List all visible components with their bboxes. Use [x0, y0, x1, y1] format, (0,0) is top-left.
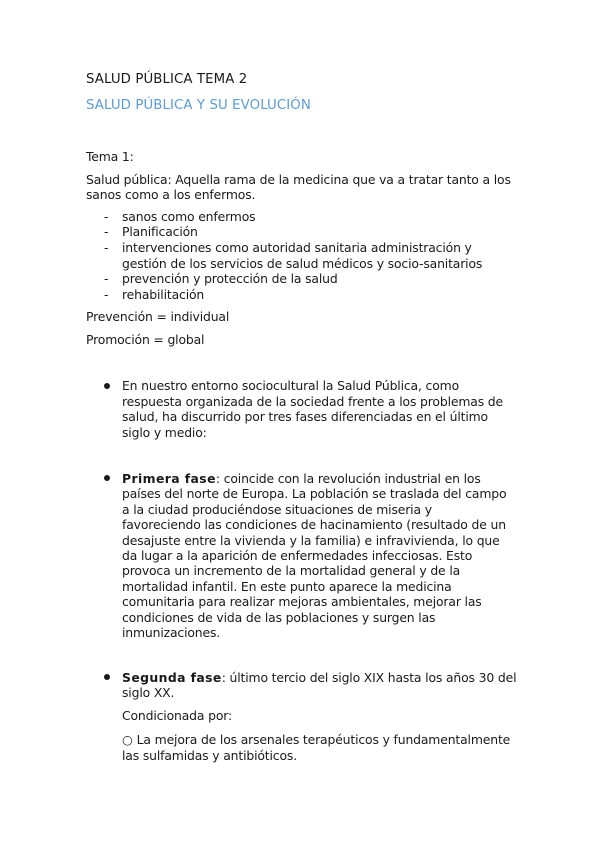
- definition-line: Salud pública: Aquella rama de la medicina que va a tratar tanto a los: [86, 172, 511, 187]
- definition-line: sanos como a los enfermos.: [86, 187, 256, 202]
- dash-marker: -: [104, 271, 109, 286]
- bullet2-line: inmunizaciones.: [122, 625, 221, 640]
- bullet2-first-rest: : coincide con la revolución industrial en los: [215, 471, 481, 486]
- tema-label: Tema 1:: [86, 149, 134, 164]
- bullet2-first-line: [122, 471, 481, 487]
- bullet2-label: Primera fase: [122, 471, 216, 486]
- condicionada-line: Condicionada por:: [122, 708, 233, 723]
- dash-list-item: prevención y protección de la salud: [122, 271, 338, 286]
- dash-marker: -: [104, 240, 109, 255]
- bullet2-line: desajuste entre la vivienda y la familia) e infravivienda, lo que: [122, 533, 500, 548]
- document-title: SALUD PÚBLICA TEMA 2: [86, 72, 248, 87]
- bullet2-line: mortalidad infantil. En este punto aparece la medicina: [122, 579, 452, 594]
- bullet2-line: comunitaria para realizar mejoras ambientales, mejorar las: [122, 594, 482, 609]
- circle-bullet-icon: ○: [122, 732, 133, 747]
- dash-list-item: rehabilitación: [122, 287, 205, 302]
- promocion-line: Promoción = global: [86, 332, 205, 347]
- bullet1-line: respuesta organizada de la sociedad frente a los problemas de: [122, 394, 503, 409]
- bullet1-line: salud, ha discurrido por tres fases diferenciadas en el último: [122, 409, 488, 424]
- bullet2-line: favoreciendo las condiciones de hacinamiento (resultado de un: [122, 517, 506, 532]
- prevencion-line: Prevención = individual: [86, 309, 230, 324]
- dash-marker: -: [104, 287, 109, 302]
- bullet2-line: provoca un incremento de la mortalidad general y de la: [122, 563, 461, 578]
- bullet2-line: da lugar a la aparición de enfermedades infecciosas. Esto: [122, 548, 473, 563]
- bullet3-first-line: [122, 670, 516, 686]
- circle-item-line: las sulfamidas y antibióticos.: [122, 748, 297, 763]
- document-subtitle: SALUD PÚBLICA Y SU EVOLUCIÓN: [86, 98, 311, 113]
- bullet-dot: [104, 475, 110, 481]
- dash-list-item: intervenciones como autoridad sanitaria administración y: [122, 240, 472, 255]
- dash-marker: -: [104, 209, 109, 224]
- bullet2-line: condiciones de vida de las poblaciones y surgen las: [122, 610, 436, 625]
- bullet-dot: [104, 674, 110, 680]
- circle-item-first-line: [122, 732, 510, 748]
- bullet2-line: a la ciudad produciéndose situaciones de miseria y: [122, 502, 432, 517]
- bullet3-line: siglo XX.: [122, 685, 175, 700]
- bullet-dot: [104, 383, 110, 389]
- bullet1-line: siglo y medio:: [122, 425, 207, 440]
- dash-list-item: gestión de los servicios de salud médicos y socio-sanitarios: [122, 256, 483, 271]
- bullet3-label: Segunda fase: [122, 670, 222, 685]
- circle-item-text: La mejora de los arsenales terapéuticos y fundamentalmente: [136, 732, 511, 747]
- bullet2-line: países del norte de Europa. La población se traslada del campo: [122, 486, 507, 501]
- dash-list-item: Planificación: [122, 224, 198, 239]
- dash-list-item: sanos como enfermos: [122, 209, 256, 224]
- bullet1-line: En nuestro entorno sociocultural la Salud Pública, como: [122, 378, 459, 393]
- bullet3-first-rest: : último tercio del siglo XIX hasta los años 30 del: [221, 670, 517, 685]
- dash-marker: -: [104, 224, 109, 239]
